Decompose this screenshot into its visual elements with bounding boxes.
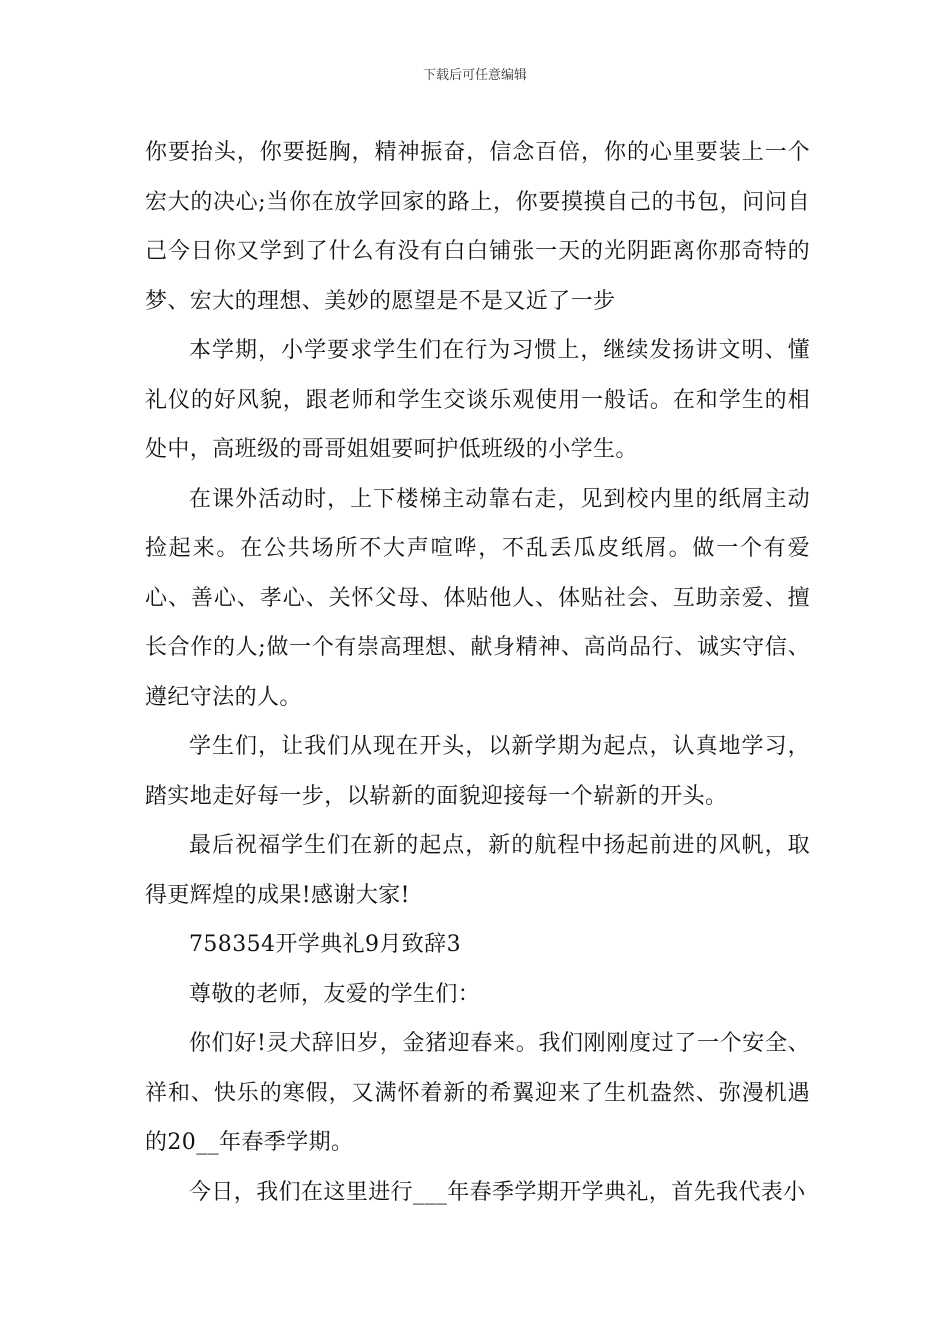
paragraph-2: 本学期，小学要求学生们在行为习惯上，继续发扬讲文明、懂礼仪的好风貌，跟老师和学生交谈乐观使用一般话。在和学生的相处中，高班级的哥哥姐姐要呵护低班级的小学生。 [145, 338, 810, 462]
paragraph-7: 今日，我们在这里进行___年春季学期开学典礼，首先我代表小 [189, 1179, 806, 1205]
paragraph-3: 在课外活动时，上下楼梯主动靠右走，见到校内里的纸屑主动捡起来。在公共场所不大声喧哗，不乱丢瓜皮纸屑。做一个有爱心、善心、孝心、关怀父母、体贴他人、体贴社会、互助亲爱、擅长合作的人;做一个有崇高理想、献身精神、高尚品行、诚实守信、遵纪守法的人。 [145, 486, 810, 710]
paragraph-1: 你要抬头，你要挺胸，精神振奋，信念百倍，你的心里要装上一个宏大的决心;当你在放学回家的路上，你要摸摸自己的书包，问问自己今日你又学到了什么有没有白白铺张一天的光阴距离你那奇特的梦、宏大的理想、美妙的愿望是不是又近了一步 [145, 140, 810, 314]
document-body [145, 128, 810, 1217]
salutation: 尊敬的老师，友爱的学生们： [189, 981, 481, 1007]
paragraph-5: 最后祝福学生们在新的起点，新的航程中扬起前进的风帆，取得更辉煌的成果!感谢大家! [145, 833, 810, 908]
paragraph-6: 你们好!灵犬辞旧岁，金猪迎春来。我们刚刚度过了一个安全、祥和、快乐的寒假，又满怀着新的希翼迎来了生机盎然、弥漫机遇的20__年春季学期。 [145, 1031, 810, 1155]
paragraph-4: 学生们，让我们从现在开头，以新学期为起点，认真地学习，踏实地走好每一步，以崭新的面貌迎接每一个崭新的开头。 [145, 734, 810, 809]
page-header [0, 64, 950, 83]
section-heading: 758354开学典礼9月致辞3 [189, 932, 461, 957]
header-text: 下载后可任意编辑 [422, 68, 527, 83]
